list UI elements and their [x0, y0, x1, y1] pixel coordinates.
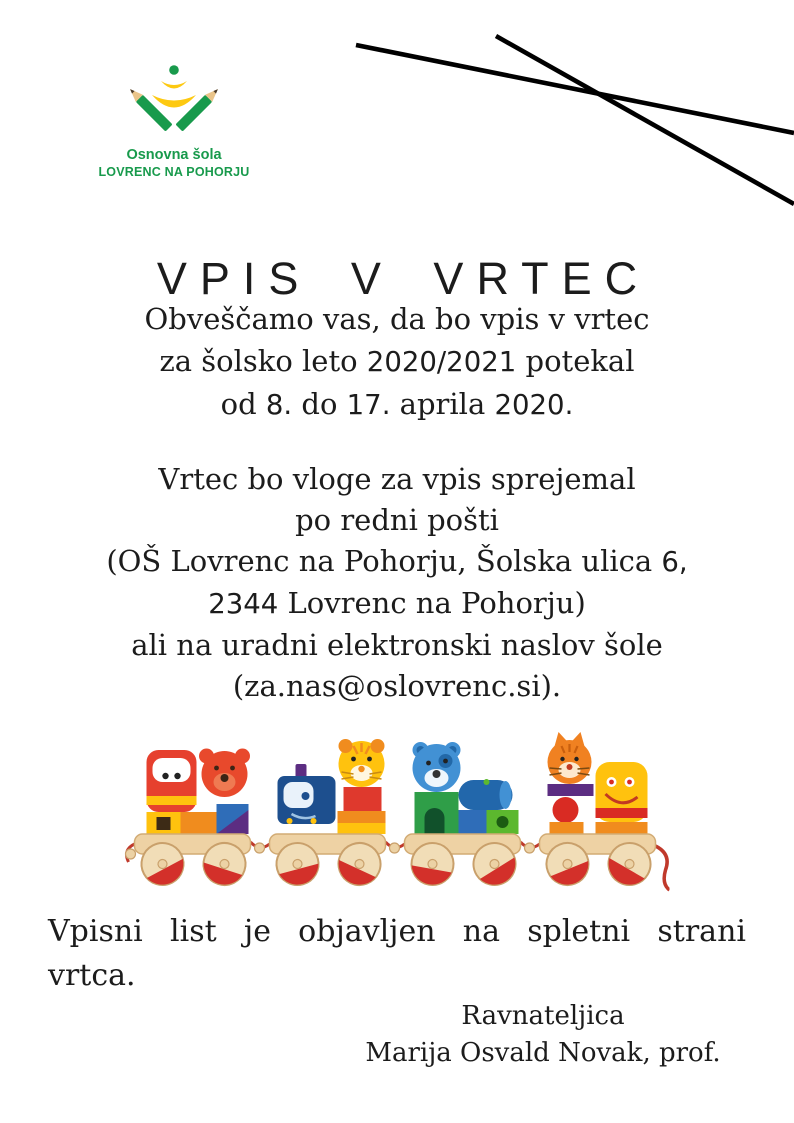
web-notice-paragraph — [48, 910, 746, 998]
signature-block — [356, 998, 730, 1072]
intro-line: od 8. do 17. aprila 2020. — [220, 387, 574, 421]
page-title: VPIS V VRTEC — [156, 253, 651, 305]
web-notice-line: vrtca. — [48, 958, 136, 993]
school-name: Osnovna šola — [126, 147, 222, 163]
web-notice-line: Vpisni list je objavljen na spletni strani — [48, 914, 746, 949]
submission-line: (OŠ Lovrenc na Pohorju, Šolska ulica 6, — [106, 544, 688, 578]
submission-line: 2344 Lovrenc na Pohorju) — [208, 586, 586, 620]
submission-line: (za.nas@oslovrenc.si). — [232, 669, 562, 703]
school-logo-icon — [122, 64, 226, 145]
submission-line: Vrtec bo vloge za vpis sprejemal — [158, 462, 636, 496]
signature-name: Marija Osvald Novak, prof. — [365, 1038, 721, 1068]
submission-line: ali na uradni elektronski naslov šole — [131, 628, 663, 662]
school-logo — [96, 64, 252, 178]
toy-train-image — [125, 726, 670, 898]
submission-paragraph — [0, 459, 794, 707]
submission-line: po redni pošti — [295, 503, 499, 537]
signature-role: Ravnateljica — [461, 1001, 625, 1031]
intro-line: Obveščamo vas, da bo vpis v vrtec — [144, 302, 650, 336]
school-location: LOVRENC NA POHORJU — [98, 164, 250, 179]
toy-train-illustration — [125, 726, 670, 894]
intro-line: za šolsko leto 2020/2021 potekal — [159, 344, 635, 378]
intro-paragraph — [0, 298, 794, 426]
